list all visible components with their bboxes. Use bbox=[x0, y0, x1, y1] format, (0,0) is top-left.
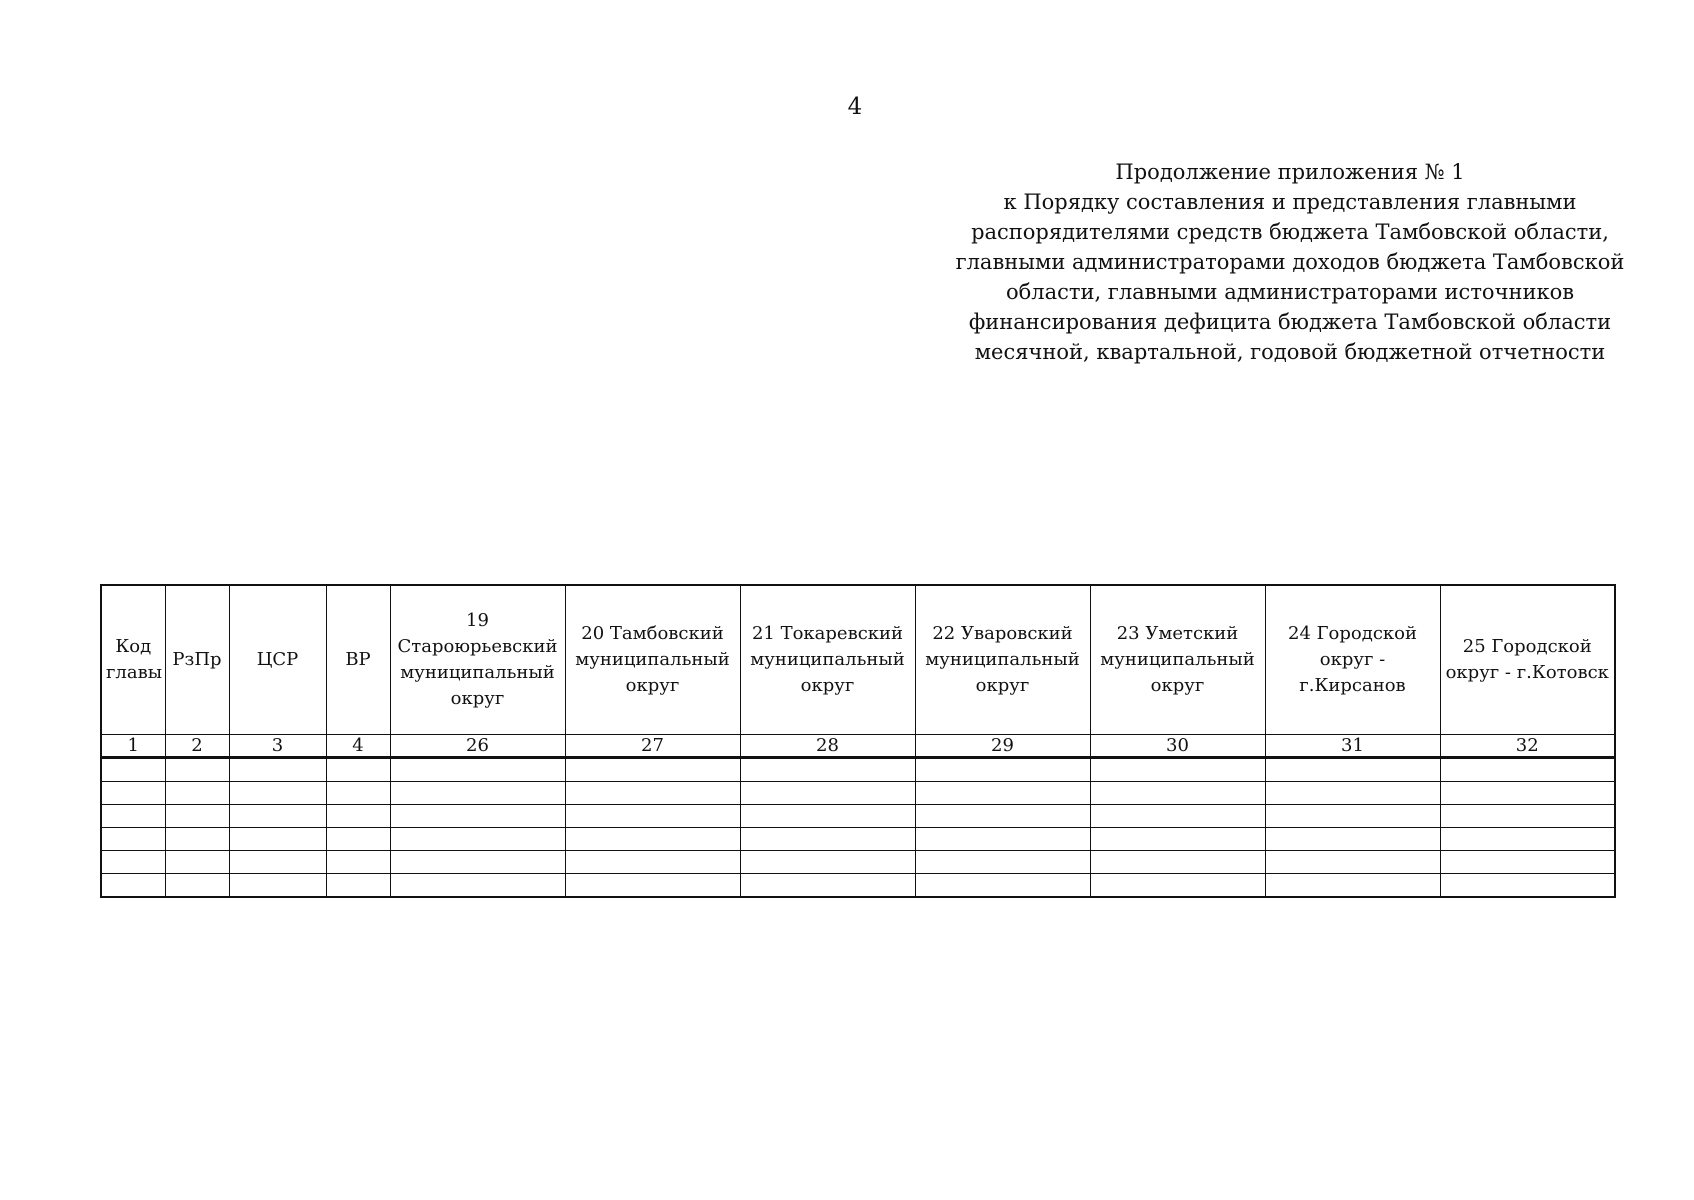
table-cell bbox=[326, 805, 390, 828]
table-cell bbox=[229, 851, 326, 874]
table-cell bbox=[1440, 782, 1615, 805]
table-cell bbox=[390, 851, 565, 874]
table-cell bbox=[229, 805, 326, 828]
appendix-note-line: главными администраторами доходов бюджета Тамбовской bbox=[955, 250, 1625, 274]
header-cell: 22 Уваровский муниципальный округ bbox=[915, 585, 1090, 735]
table-cell bbox=[915, 758, 1090, 782]
table-cell bbox=[1265, 758, 1440, 782]
table-cell bbox=[740, 828, 915, 851]
header-cell: РзПр bbox=[165, 585, 229, 735]
header-cell: Код главы bbox=[101, 585, 165, 735]
table-cell bbox=[165, 805, 229, 828]
table-cell bbox=[165, 782, 229, 805]
table-cell bbox=[390, 805, 565, 828]
appendix-note-line: к Порядку составления и представления главными bbox=[1003, 190, 1577, 214]
table-cell bbox=[390, 828, 565, 851]
table-cell bbox=[1265, 782, 1440, 805]
column-number-cell: 2 bbox=[165, 735, 229, 758]
column-number-cell: 1 bbox=[101, 735, 165, 758]
header-cell: 21 Токаревский муниципальный округ bbox=[740, 585, 915, 735]
column-number-cell: 31 bbox=[1265, 735, 1440, 758]
column-number-cell: 29 bbox=[915, 735, 1090, 758]
table-cell bbox=[740, 874, 915, 898]
table-cell bbox=[165, 758, 229, 782]
table-cell bbox=[1090, 805, 1265, 828]
table-cell bbox=[390, 782, 565, 805]
table-cell bbox=[1265, 805, 1440, 828]
table-cell bbox=[740, 805, 915, 828]
table-cell bbox=[101, 828, 165, 851]
table-cell bbox=[1090, 758, 1265, 782]
table-row bbox=[101, 782, 1615, 805]
table-cell bbox=[1265, 828, 1440, 851]
table-cell bbox=[165, 874, 229, 898]
appendix-note-line: месячной, квартальной, годовой бюджетной отчетности bbox=[974, 340, 1606, 364]
table-row bbox=[101, 805, 1615, 828]
table-cell bbox=[101, 851, 165, 874]
column-number-cell: 27 bbox=[565, 735, 740, 758]
table-cell bbox=[326, 828, 390, 851]
table-cell bbox=[326, 851, 390, 874]
table-cell bbox=[565, 805, 740, 828]
table-row bbox=[101, 874, 1615, 898]
header-cell: 23 Уметский муниципальный округ bbox=[1090, 585, 1265, 735]
table-cell bbox=[101, 758, 165, 782]
table-cell bbox=[565, 828, 740, 851]
table-cell bbox=[1090, 851, 1265, 874]
table-cell bbox=[326, 782, 390, 805]
table-cell bbox=[1440, 828, 1615, 851]
column-number-cell: 32 bbox=[1440, 735, 1615, 758]
table-cell bbox=[1440, 874, 1615, 898]
table-cell bbox=[165, 851, 229, 874]
table-cell bbox=[101, 874, 165, 898]
table-cell bbox=[915, 874, 1090, 898]
table-cell bbox=[390, 874, 565, 898]
header-cell: 25 Городской округ - г.Котовск bbox=[1440, 585, 1615, 735]
appendix-note-line: области, главными администраторами источников bbox=[1005, 280, 1575, 304]
table-cell bbox=[326, 874, 390, 898]
column-number-cell: 30 bbox=[1090, 735, 1265, 758]
table-cell bbox=[1265, 874, 1440, 898]
table-cell bbox=[915, 828, 1090, 851]
table-cell bbox=[565, 851, 740, 874]
table-row bbox=[101, 758, 1615, 782]
header-cell: 24 Городской округ - г.Кирсанов bbox=[1265, 585, 1440, 735]
column-number-cell: 28 bbox=[740, 735, 915, 758]
column-number-cell: 4 bbox=[326, 735, 390, 758]
table-cell bbox=[740, 851, 915, 874]
table-cell bbox=[101, 782, 165, 805]
appendix-note bbox=[940, 157, 1640, 367]
table-cell bbox=[1440, 805, 1615, 828]
table-cell bbox=[1090, 874, 1265, 898]
table-cell bbox=[565, 782, 740, 805]
table-cell bbox=[740, 782, 915, 805]
header-cell: ЦСР bbox=[229, 585, 326, 735]
column-number-cell: 3 bbox=[229, 735, 326, 758]
table-cell bbox=[229, 828, 326, 851]
table-cell bbox=[565, 758, 740, 782]
table-cell bbox=[229, 758, 326, 782]
appendix-note-line: Продолжение приложения № 1 bbox=[1115, 160, 1465, 184]
header-cell: 20 Тамбовский муниципальный округ bbox=[565, 585, 740, 735]
table-row bbox=[101, 828, 1615, 851]
column-number-row bbox=[101, 735, 1615, 758]
table-cell bbox=[915, 805, 1090, 828]
appendix-note-line: распорядителями средств бюджета Тамбовской области, bbox=[971, 220, 1609, 244]
table-cell bbox=[1440, 851, 1615, 874]
column-number-cell: 26 bbox=[390, 735, 565, 758]
table-cell bbox=[165, 828, 229, 851]
table-cell bbox=[326, 758, 390, 782]
table-cell bbox=[915, 851, 1090, 874]
table-cell bbox=[1090, 782, 1265, 805]
table-cell bbox=[229, 874, 326, 898]
table-cell bbox=[565, 874, 740, 898]
table-cell bbox=[740, 758, 915, 782]
table-row bbox=[101, 851, 1615, 874]
page-number: 4 bbox=[847, 94, 863, 120]
report-table bbox=[100, 584, 1616, 898]
table-cell bbox=[101, 805, 165, 828]
table-cell bbox=[1265, 851, 1440, 874]
table-cell bbox=[390, 758, 565, 782]
table-cell bbox=[915, 782, 1090, 805]
header-cell: 19 Староюрьевский муниципальный округ bbox=[390, 585, 565, 735]
appendix-note-line: финансирования дефицита бюджета Тамбовской области bbox=[968, 310, 1612, 334]
table-cell bbox=[1440, 758, 1615, 782]
table-cell bbox=[229, 782, 326, 805]
header-cell: ВР bbox=[326, 585, 390, 735]
table-cell bbox=[1090, 828, 1265, 851]
header-row bbox=[101, 585, 1615, 735]
